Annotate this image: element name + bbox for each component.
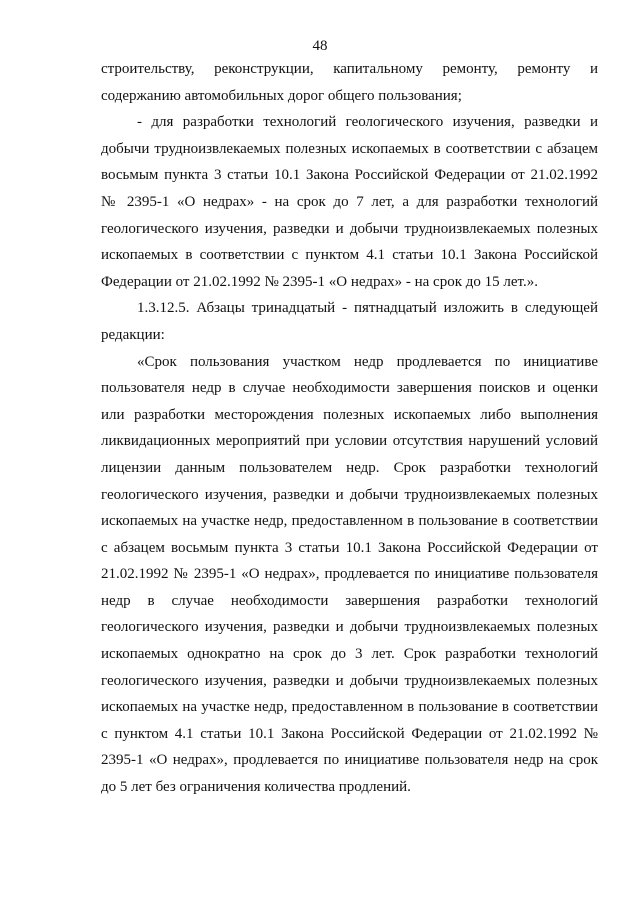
document-body (101, 56, 598, 801)
paragraph-amendment-heading: 1.3.12.5. Абзацы тринадцатый - пятнадцатый изложить в следующей редакции: (101, 300, 598, 343)
page-number: 48 (312, 38, 328, 54)
paragraph-continuation: строительству, реконструкции, капитальному ремонту, ремонту и содержанию автомобильных дорог общего пользования; (101, 61, 598, 104)
paragraph-technology-terms: - для разработки технологий геологического изучения, разведки и добычи трудноизвлекаемых полезных ископаемых в соответствии с абзацем восьмым пункта 3 статьи 10.1 Закона Российской Федерации от 21.02.1992 № 2395-1 «О недрах» - на срок до 7 лет, а для разработки технологий геологического изучения, разведки и добычи трудноизвлекаемых полезных ископаемых в соответствии с пунктом 4.1 статьи 10.1 Закона Российской Федерации от 21.02.1992 № 2395-1 «О недрах» - на срок до 15 лет.». (101, 114, 598, 290)
paragraph-amendment-text: «Срок пользования участком недр продлевается по инициативе пользователя недр в случае необходимости завершения поисков и оценки или разработки месторождения полезных ископаемых либо выполнения ликвидационных мероприятий при условии отсутствия нарушений условий лицензии данным пользователем недр. Срок разработки технологий геологического изучения, разведки и добычи трудноизвлекаемых полезных ископаемых на участке недр, предоставленном в пользование в соответствии с абзацем восьмым пункта 3 статьи 10.1 Закона Российской Федерации от 21.02.1992 № 2395-1 «О недрах», продлевается по инициативе пользователя недр в случае необходимости завершения разработки технологий геологического изучения, разведки и добычи трудноизвлекаемых полезных ископаемых однократно на срок до 3 лет. Срок разработки технологий геологического изучения, разведки и добычи трудноизвлекаемых полезных ископаемых на участке недр, предоставленном в пользование в соответствии с пунктом 4.1 статьи 10.1 Закона Российской Федерации от 21.02.1992 № 2395-1 «О недрах», продлевается по инициативе пользователя недр на срок до 5 лет без ограничения количества продлений. (101, 353, 598, 796)
